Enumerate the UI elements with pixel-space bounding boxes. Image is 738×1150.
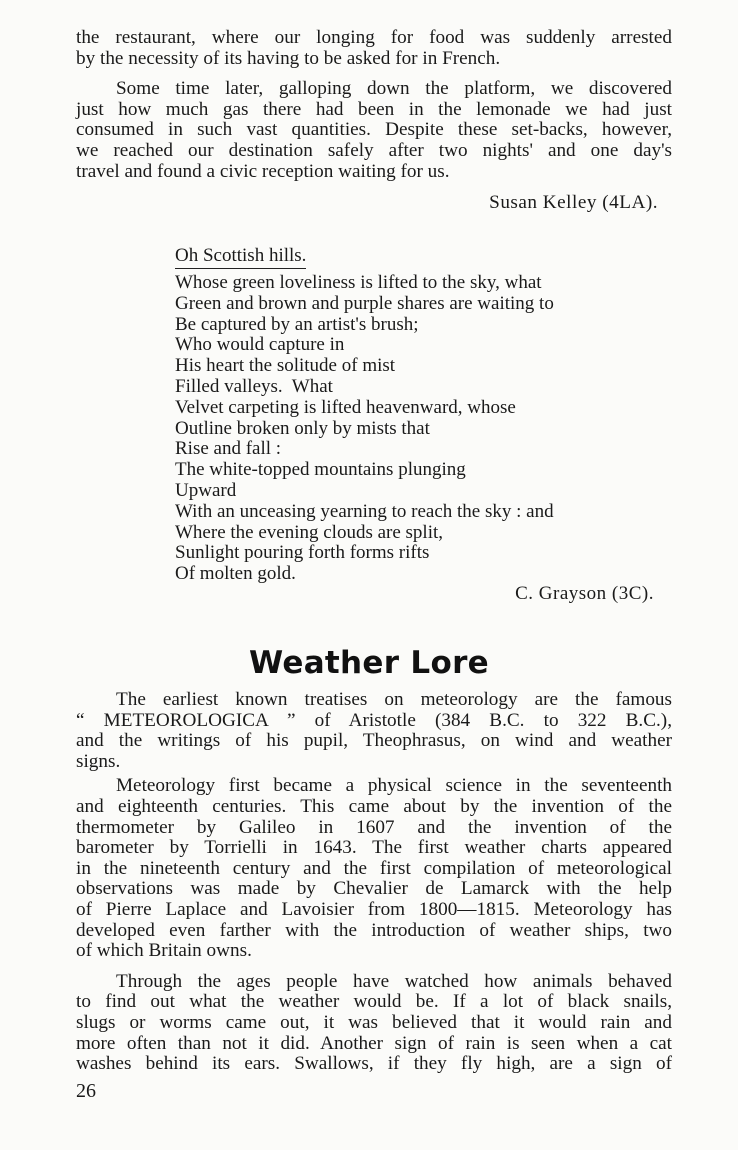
paragraph (76, 776, 672, 961)
poem-line: Where the evening clouds are split, (175, 521, 444, 543)
page-number: 26 (76, 1080, 96, 1102)
author-signature: Susan Kelley (4LA). (489, 192, 658, 214)
text-line: “ METEOROLOGICA ” of Aristotle (384 B.C. to 322 B.C.), (76, 709, 672, 731)
paragraph (76, 79, 672, 182)
paragraph (76, 28, 672, 69)
text-line: the restaurant, where our longing for food was suddenly arrested (76, 27, 672, 48)
text-line: consumed in such vast quantities. Despite these set-backs, however, (76, 119, 672, 141)
poem-line: His heart the solitude of mist (175, 355, 396, 377)
text-line: to find out what the weather would be. If a lot of black snails, (76, 991, 672, 1013)
poem-line: Rise and fall : (175, 438, 282, 460)
poem-title: Oh Scottish hills. (175, 246, 306, 269)
text-line: barometer by Torrielli in 1643. The first weather charts appeared (76, 837, 672, 859)
poem-line: Filled valleys. What (175, 375, 333, 397)
poem-line: Green and brown and purple shares are waiting to (175, 292, 554, 314)
text-line: travel and found a civic reception waiting for us. (76, 160, 450, 182)
continuation-article (76, 28, 672, 214)
text-line: observations was made by Chevalier de Lamarck with the help (76, 878, 672, 900)
poem-body (175, 273, 645, 585)
text-line: in the nineteenth century and the first compilation of meteorological (76, 857, 672, 879)
paragraph (76, 972, 672, 1075)
poem-signature: C. Grayson (3C). (515, 583, 654, 604)
poem-line: Sunlight pouring forth forms rifts (175, 542, 430, 564)
poem-line: Outline broken only by mists that (175, 417, 430, 439)
text-line: by the necessity of its having to be asked for in French. (76, 47, 501, 69)
poem-line: Who would capture in (175, 334, 345, 356)
text-line: signs. (76, 750, 121, 772)
text-line: developed even farther with the introduction of weather ships, two (76, 919, 672, 941)
article-heading: Weather Lore (249, 645, 489, 681)
text-line: of which Britain owns. (76, 940, 252, 962)
text-line: of Pierre Laplace and Lavoisier from 1800—1815. Meteorology has (76, 898, 672, 920)
text-line: more often than not it did. Another sign of rain is seen when a cat (76, 1032, 672, 1054)
text-line: washes behind its ears. Swallows, if they fly high, are a sign of (76, 1053, 672, 1075)
text-line: Some time later, galloping down the platform, we discovered (116, 78, 672, 100)
text-line: thermometer by Galileo in 1607 and the invention of the (76, 816, 672, 838)
poem-line: Velvet carpeting is lifted heavenward, whose (175, 396, 516, 418)
text-line: slugs or worms came out, it was believed that it would rain and (76, 1011, 672, 1033)
poem (175, 246, 645, 585)
poem-line: Of molten gold. (175, 563, 296, 585)
poem-line: With an unceasing yearning to reach the sky : and (175, 500, 554, 522)
text-line: Through the ages people have watched how animals behaved (116, 970, 672, 992)
poem-line: Upward (175, 479, 237, 501)
weather-lore-article (76, 690, 672, 1075)
text-line: The earliest known treatises on meteorology are the famous (116, 689, 672, 710)
poem-line: The white-topped mountains plunging (175, 459, 466, 481)
text-line: and eighteenth centuries. This came about by the invention of the (76, 795, 672, 817)
text-line: just how much gas there had been in the lemonade we had just (76, 98, 672, 120)
poem-line: Whose green loveliness is lifted to the sky, what (175, 272, 542, 293)
paragraph (76, 690, 672, 772)
text-line: and the writings of his pupil, Theophrasus, on wind and weather (76, 730, 672, 752)
poem-line: Be captured by an artist's brush; (175, 313, 419, 335)
text-line: we reached our destination safely after two nights' and one day's (76, 139, 672, 161)
text-line: Meteorology first became a physical science in the seventeenth (116, 775, 672, 797)
